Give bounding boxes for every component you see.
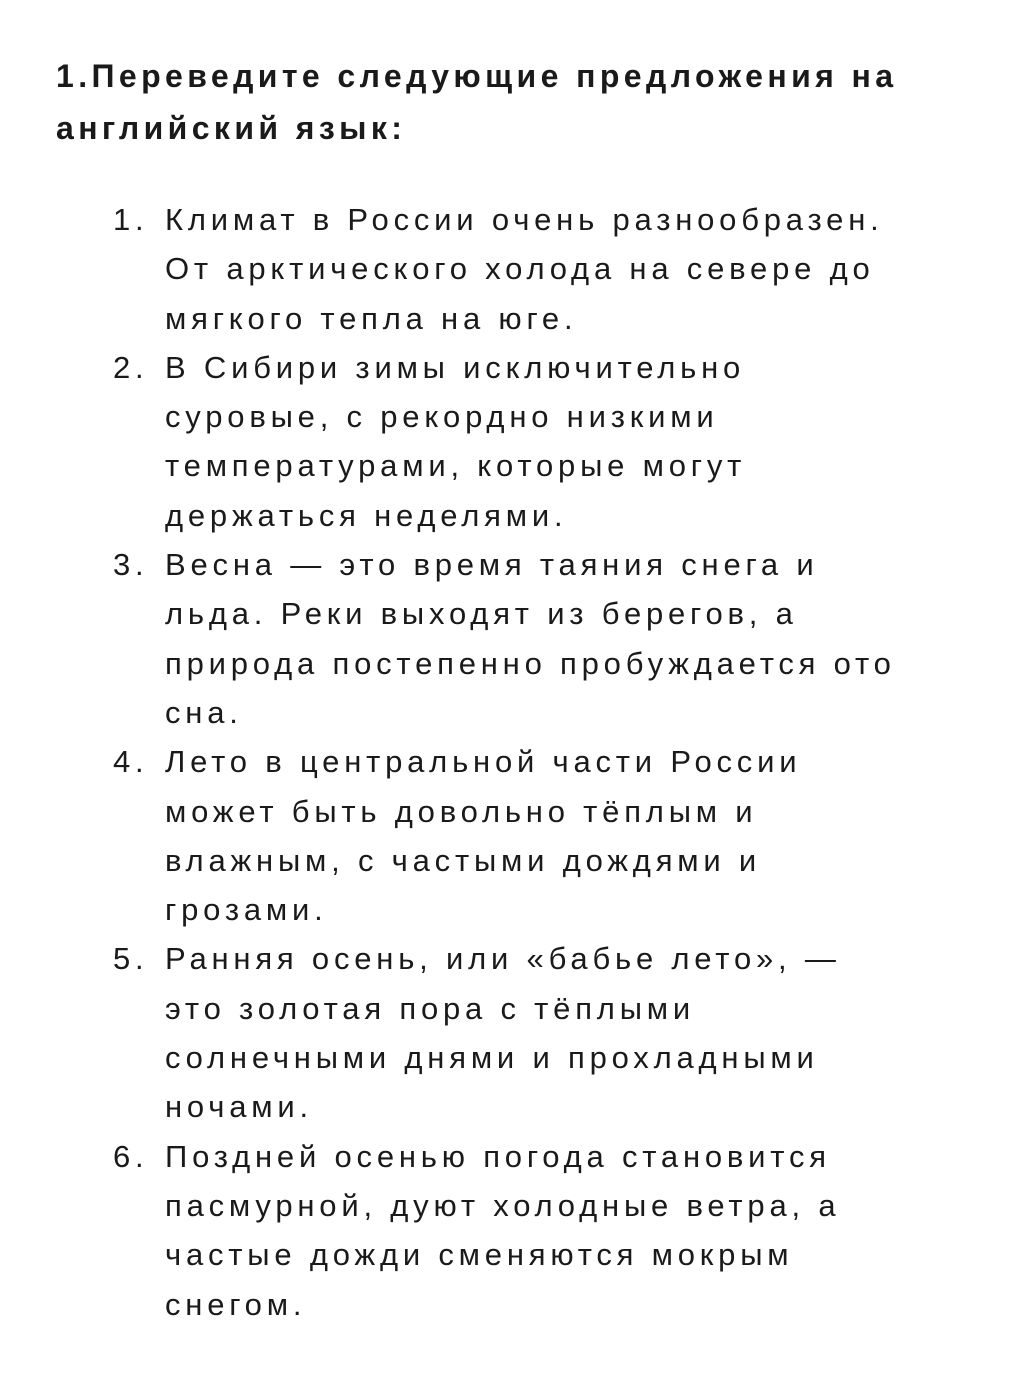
list-item — [0, 195, 1030, 343]
sentence-text: Весна — это время таяния снега и льда. Реки выходят из берегов, а природа постепенно пробуждается ото сна. — [165, 547, 896, 730]
sentence-text: Поздней осенью погода становится пасмурной, дуют холодные ветра, а частые дожди сменяются мокрым снегом. — [165, 1138, 841, 1322]
item-number: 2. — [113, 349, 149, 385]
item-number: 4. — [113, 744, 149, 780]
sentence-text: Климат в России очень разнообразен. От арктического холода на севере до мягкого тепла на юге. — [165, 202, 884, 336]
sentence-list — [0, 195, 1030, 1329]
item-number: 6. — [113, 1138, 149, 1174]
list-item — [0, 343, 1030, 540]
list-item — [0, 737, 1030, 934]
sentence-text: Ранняя осень, или «бабье лето», — это золотая пора с тёплыми солнечными днями и прохладными ночами. — [165, 941, 841, 1125]
list-item — [0, 934, 1030, 1131]
item-number: 3. — [113, 547, 149, 583]
list-item — [0, 1132, 1030, 1329]
item-number: 5. — [113, 941, 149, 977]
list-item — [0, 540, 1030, 737]
sentence-text: Лето в центральной части России может быть довольно тёплым и влажным, с частыми дождями и грозами. — [165, 744, 802, 928]
item-number: 1. — [113, 202, 149, 237]
task-heading: 1.Переведите следующие предложения на английский язык: — [56, 58, 898, 146]
sentence-text: В Сибири зимы исключительно суровые, с рекордно низкими температурами, которые могут держаться неделями. — [165, 349, 747, 533]
